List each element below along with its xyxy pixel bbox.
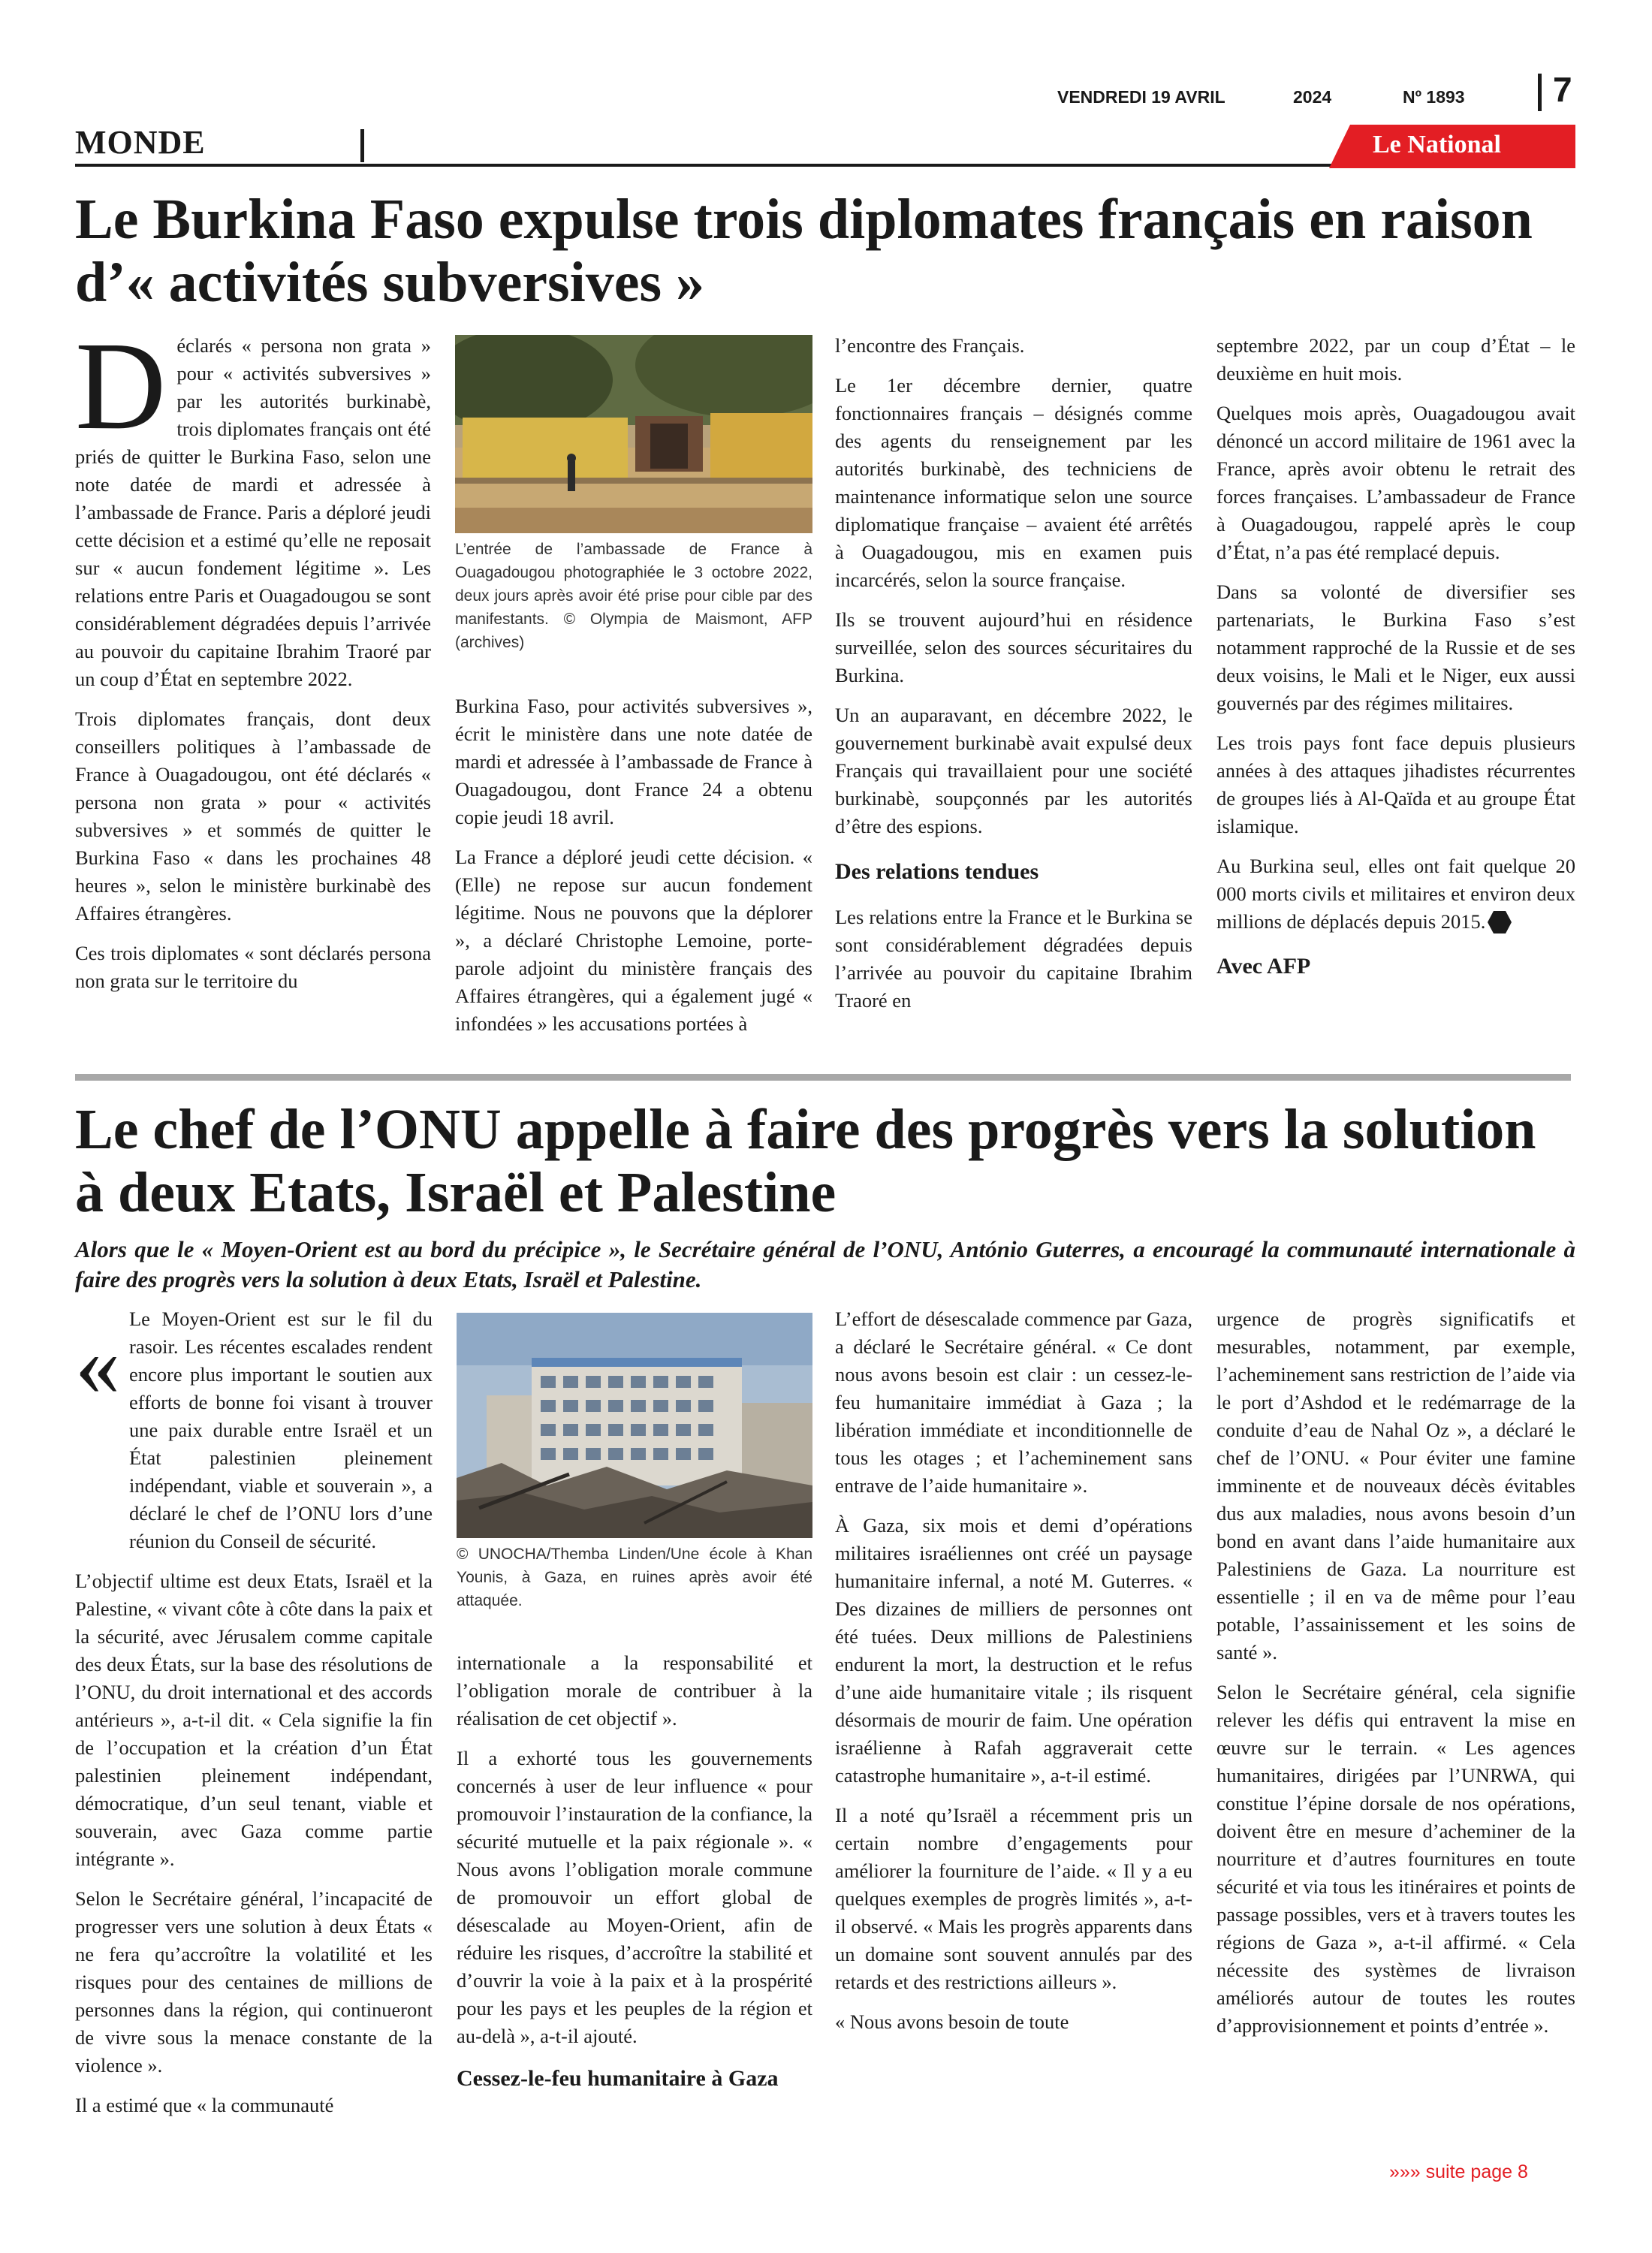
paragraph: urgence de progrès significatifs et mesurables, notamment, par exemple, l’acheminement sans restriction de l’aide via le port d’Ashdod et le redémarrage de la conduite d’eau de Nahal Oz », a déclaré le chef de l’ONU. « Pour éviter une famine imminente et de nouveaux décès évitables dus aux maladies, nous avons besoin d’un bond en avant dans l’aide humanitaire aux Palestiniens de Gaza. La nourriture est essentielle ; il en va de même pour l’eau potable, l’assainissement et les soins de santé ». [1216,1307,1575,1663]
brand-name: Le National [1373,131,1501,158]
paragraph: éclarés « persona non grata » pour « activités subversives » par les autorités burkinabè, trois diplomates français ont été priés de quitter le Burkina Faso, selon une note datée de mardi et adressée à l’ambassade de France. Paris a déploré jeudi cette décision et a estimé qu’elle ne reposait sur « aucun fondement légitime ». Les relations entre Paris et Ouagadougou se sont considérablement dégradées depuis l’arrivée au pouvoir du capitaine Ibrahim Traoré par un coup d’État en septembre 2022. [75,334,431,690]
article2-photo-caption: © UNOCHA/Themba Linden/Une école à Khan Younis, à Gaza, en ruines après avoir été attaquée. [457,1546,812,1609]
article1-column-1 [75,316,431,1007]
paragraph: Ces trois diplomates « sont déclarés persona non grata sur le territoire du [75,942,431,992]
drop-cap: D [75,316,167,456]
paragraph-text [75,1305,433,1555]
paragraph: l’encontre des Français. [835,334,1025,357]
article1-credit: Avec AFP [1216,954,1311,979]
paragraph: Selon le Secrétaire général, cela signifie relever les défis qui entravent la mise en œuvre sur le terrain. « Les agences humanitaires, dirigées par l’UNRWA, qui constitue l’épine dorsale de nos opérations, doivent être en mesure d’acheminer de la nourriture et d’autres fournitures en toute sécurité et via tous les itinéraires et points de passage possibles, vers et à travers toutes les régions de Gaza », a-t-il affirmé. « Cela nécessite des systèmes de livraison améliorés autour de toutes les routes d’approvisionnement et points d’entrée ». [1216,1681,1575,2037]
section-label: MONDE [75,124,206,161]
page-number: 7 [1553,70,1572,109]
paragraph: L’objectif ultime est deux Etats, Israël et la Palestine, « vivant côte à côte dans la paix et la sécurité, avec Jérusalem comme capitale des deux États, sur la base des résolutions de l’ONU, du droit international et des accords antérieurs », a-t-il dit. « Cela signifie la fin de l’occupation et la création d’un État palestinien pleinement indépendant, démocratique, d’un seul tenant, viable et souverain, avec Gaza comme partie intégrante ». [75,1570,433,1870]
article-divider [75,1074,1571,1081]
continued-on-link[interactable]: »»» suite page 8 [1389,2161,1528,2182]
article2-column-3 [835,1305,1192,2048]
article2-title-line2: à deux Etats, Israël et Palestine [75,1161,837,1224]
article1-subheading: Des relations tendues [835,859,1039,884]
paragraph: Selon le Secrétaire général, l’incapacité de progresser vers une solution à deux États « ne fera qu’accroître la volatilité et les risques pour des centaines de millions de personnes dans la région, qui continueront de vivre sous la menace constante de la violence ». [75,1887,433,2077]
paragraph: Il a exhorté tous les gouvernements concernés à user de leur influence « pour promouvoir l’instauration de la confiance, la sécurité mutuelle et la paix régionale ». « Nous avons l’obligation morale commune de promouvoir un effort global de désescalade au Moyen-Orient, afin de réduire les risques, d’accroître la stabilité et d’ouvrir la voie à la paix et à la prospérité pour les pays et les peuples de la région et au-delà », a-t-il ajouté. [457,1747,812,2047]
gaza-school-photo [457,1313,812,1538]
article1-column-4 [1216,332,1575,980]
embassy-photo-illustration [455,335,812,533]
paragraph: Dans sa volonté de diversifier ses partenariats, le Burkina Faso s’est notamment rapproché de la Russie et de ses deux voisins, le Mali et le Niger, eux aussi gouvernés par des régimes militaires. [1216,581,1575,714]
article2-title-line1: Le chef de l’ONU appelle à faire des progrès vers la solution [75,1098,1536,1161]
opening-quote: « [75,1314,120,1414]
article2-column-4 [1216,1305,1575,2052]
article1-column-2 [455,692,812,1050]
article2-headline [75,1098,1577,1224]
article1-headline [75,188,1577,314]
section-divider [360,129,364,162]
paragraph: La France a déploré jeudi cette décision. « (Elle) ne repose sur aucun fondement légitime. Nous ne pouvons que la déplorer », a déclaré Christophe Lemoine, porte-parole adjoint du ministère français des Affaires étrangères, qui a également jugé « infondées » les accusations portées à [455,846,812,1035]
issue-year: 2024 [1293,87,1332,107]
paragraph-text-body: Le Moyen-Orient est sur le fil du rasoir. Les récentes escalades rendent encore plus important le soutien aux efforts de bonne foi visant à trouver une paix durable entre Israël et un État palestinien pleinement indépendant, viable et souverain », a déclaré le chef de l’ONU lors d’une réunion du Conseil de sécurité. [129,1307,433,1552]
article1-photo-caption: L’entrée de l’ambassade de France à Ouagadougou photographiée le 3 octobre 2022, deux jours après avoir été prise pour cible par des manifestants. © Olympia de Maismont, AFP (archives) [455,541,812,651]
paragraph [1216,852,1575,936]
paragraph: Il a noté qu’Israël a récemment pris un certain nombre d’engagements pour améliorer la fourniture de l’aide. « Il y a eu quelques exemples de progrès limités », a-t-il observé. « Mais les progrès apparents dans un domaine sont souvent annulés par des retards et des restrictions ailleurs ». [835,1804,1192,1993]
paragraph: À Gaza, six mois et demi d’opérations militaires israéliennes ont créé un paysage humanitaire infernal, a noté M. Guterres. « Des dizaines de milliers de personnes ont été tuées. Deux millions de Palestiniens endurent la mort, la destruction et le refus d’une aide humanitaire vitale ; ils risquent désormais de mourir de faim. Une opération israélienne à Rafah aggraverait cette catastrophe humanitaire », a-t-il estimé. [835,1514,1192,1787]
paragraph: Quelques mois après, Ouagadougou avait dénoncé un accord militaire de 1961 avec la France, après avoir obtenu le retrait des forces françaises. L’ambassadeur de France à Ouagadougou, rappelé après le coup d’État, n’a pas été remplacé depuis. [1216,402,1575,563]
paragraph: Burkina Faso, pour activités subversives », écrit le ministère dans une note datée de mardi et adressée à l’ambassade de France à Ouagadougou, dont France 24 a obtenu copie jeudi 18 avril. [455,695,812,828]
paragraph: Ils se trouvent aujourd’hui en résidence surveillée, selon des sources sécuritaires du Burkina. [835,608,1192,686]
article1-column-3 [835,332,1192,1027]
paragraph: L’effort de désescalade commence par Gaza, a déclaré le Secrétaire général. « Ce dont nous avons besoin est clair : un cessez-le-feu humanitaire immédiat à Gaza ; la libération immédiate et inconditionnelle de tous les otages ; et l’acheminement sans entrave de l’aide humanitaire ». [835,1307,1192,1497]
end-mark-icon [1487,910,1512,934]
paragraph: Le 1er décembre dernier, quatre fonctionnaires français – désignés comme des agents du renseignement par les autorités burkinabè, des techniciens de maintenance informatique selon une source diplomatique française – avaient été arrêtés à Ouagadougou, mis en examen puis incarcérés, selon la source française. [835,374,1192,591]
paragraph: Trois diplomates français, dont deux conseillers politiques à l’ambassade de France à Ouagadougou, ont été déclarés « persona non grata » pour « activités subversives » et sommés de quitter le Burkina Faso « dans les prochaines 48 heures », selon le ministère burkinabè des Affaires étrangères. [75,707,431,924]
paragraph: septembre 2022, par un coup d’État – le deuxième en huit mois. [1216,334,1575,385]
gaza-school-illustration [457,1313,812,1538]
article2-subheading: Cessez-le-feu humanitaire à Gaza [457,2066,779,2091]
issue-number: Nº 1893 [1403,87,1465,107]
article2-column-1 [75,1305,433,2131]
paragraph: Il a estimé que « la communauté [75,2094,334,2116]
paragraph: « Nous avons besoin de toute [835,2010,1069,2033]
paragraph: Un an auparavant, en décembre 2022, le gouvernement burkinabè avait expulsé deux Français qui travaillaient pour une société burkinabè, soupçonnés par les autorités d’être des espions. [835,704,1192,837]
article2-lead: Alors que le « Moyen-Orient est au bord du précipice », le Secrétaire général de l’ONU, António Guterres, a encouragé la communauté internationale à faire des progrès vers la solution à deux Etats, Israël et Palestine. [75,1236,1575,1292]
paragraph: Les relations entre la France et le Burkina se sont considérablement dégradées depuis l’arrivée au pouvoir du capitaine Ibrahim Traoré en [835,906,1192,1012]
article2-column-2 [457,1649,812,2110]
header-divider [1538,74,1542,111]
issue-date: VENDREDI 19 AVRIL [1057,87,1225,107]
paragraph-text: Au Burkina seul, elles ont fait quelque 20 000 morts civils et militaires et environ deux millions de déplacés depuis 2015. [1216,855,1575,933]
paragraph: Les trois pays font face depuis plusieurs années à des attaques jihadistes récurrentes de groupes liés à Al-Qaïda et au groupe État islamique. [1216,731,1575,837]
embassy-photo [455,335,812,533]
article1-title-line2: d’« activités subversives » [75,251,705,314]
article1-title-line1: Le Burkina Faso expulse trois diplomates français en raison [75,188,1533,251]
paragraph: internationale a la responsabilité et l’obligation morale de contribuer à la réalisation de cet objectif ». [457,1651,812,1730]
paragraph [75,1305,433,1555]
